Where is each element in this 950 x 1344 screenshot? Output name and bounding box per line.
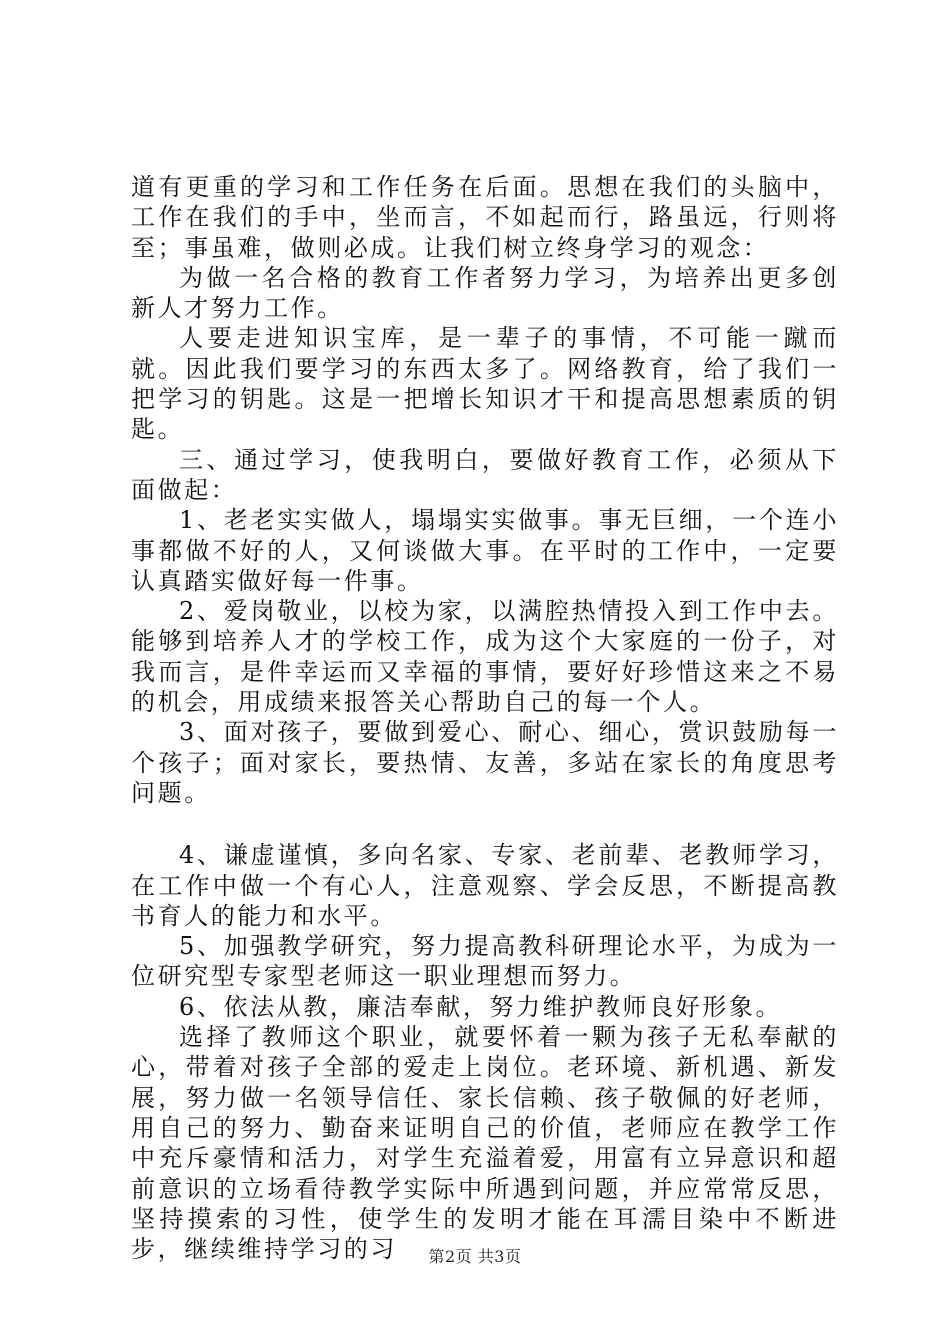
list-item-2: 2、爱岗敬业，以校为家，以满腔热情投入到工作中去。能够到培养人才的学校工作，成为这个大家庭的一份子，对我而言，是件幸运而又幸福的事情，要好好珍惜这来之不易的机会，用成绩来报答关心帮助自己的每一个人。 xyxy=(131,597,839,717)
list-item-5: 5、加强教学研究，努力提高教科研理论水平，为成为一位研究型专家型老师这一职业理想而努力。 xyxy=(131,932,839,991)
list-item-6: 6、依法从教，廉洁奉献，努力维护教师良好形象。 xyxy=(179,992,783,1021)
paragraph-conclusion: 选择了教师这个职业，就要怀着一颗为孩子无私奉献的心，带着对孩子全部的爱走上岗位。老环境、新机遇、新发展，努力做一名领导信任、家长信赖、孩子敬佩的好老师，用自己的努力、勤奋来证明自己的价值，老师应在教学工作中充斥豪情和活力，对学生充溢着爱，用富有立异意识和超前意识的立场看待教学实际中所遇到问题，并应常常反思，坚持摸索的习性，使学生的发明才能在耳濡目染中不断进步，继续维持学习的习 xyxy=(131,1023,839,1264)
page-footer: 第2页 共3页 xyxy=(428,1247,522,1266)
list-item-3: 3、面对孩子，要做到爱心、耐心、细心，赏识鼓励每一个孩子；面对家长，要热情、友善，多站在家长的角度思考问题。 xyxy=(131,718,839,807)
document-body xyxy=(131,172,839,1264)
paragraph-goal: 为做一名合格的教育工作者努力学习，为培养出更多创新人才努力工作。 xyxy=(131,263,839,323)
section-heading-three: 三、通过学习，使我明白，要做好教育工作，必须从下面做起： xyxy=(131,445,839,504)
paragraph-knowledge: 人要走进知识宝库，是一辈子的事情，不可能一蹴而就。因此我们要学习的东西太多了。网络教育，给了我们一把学习的钥匙。这是一把增长知识才干和提高思想素质的钥匙。 xyxy=(131,324,839,444)
list-item-1: 1、老老实实做人，塌塌实实做事。事无巨细，一个连小事都做不好的人，又何谈做大事。在平时的工作中，一定要认真踏实做好每一件事。 xyxy=(131,506,839,595)
paragraph-continuation: 道有更重的学习和工作任务在后面。思想在我们的头脑中，工作在我们的手中，坐而言，不如起而行，路虽远，行则将至；事虽难，做则必成。让我们树立终身学习的观念： xyxy=(131,173,839,262)
list-item-4: 4、谦虚谨慎，多向名家、专家、老前辈、老教师学习，在工作中做一个有心人，注意观察、学会反思，不断提高教书育人的能力和水平。 xyxy=(131,841,839,930)
